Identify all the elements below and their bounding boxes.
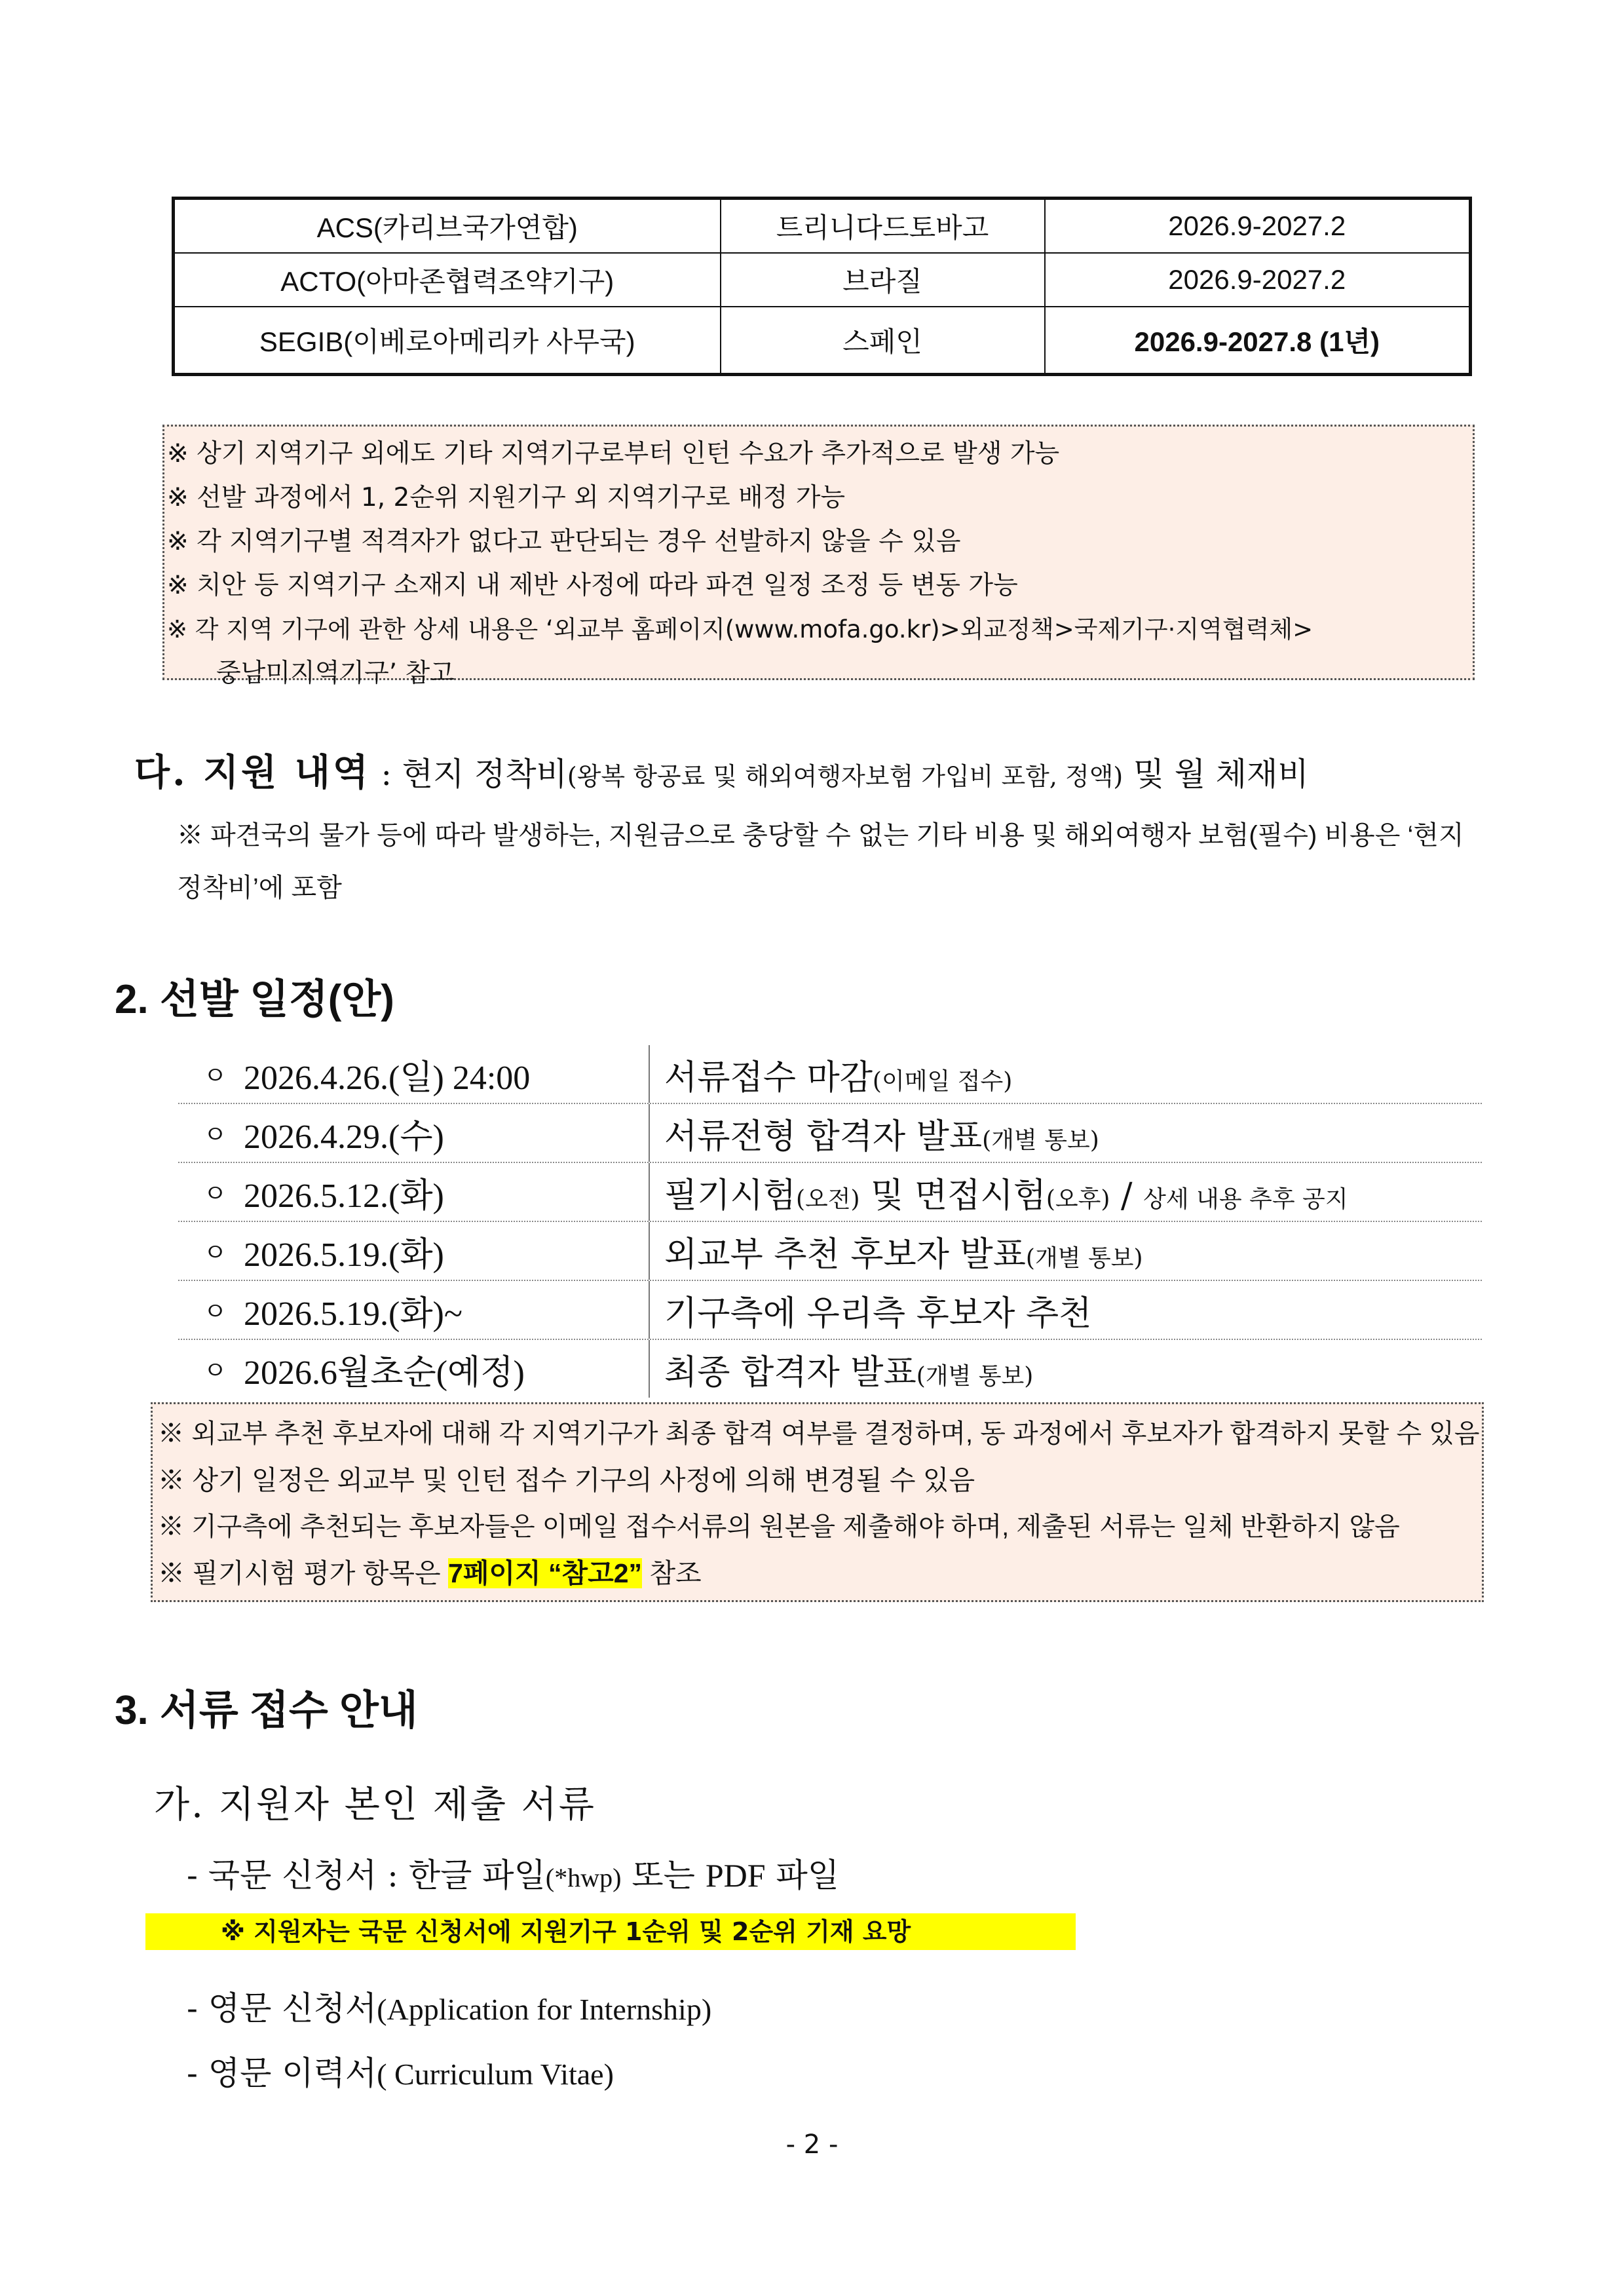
org-period: 2026.9-2027.2: [1045, 199, 1471, 254]
org-period: 2026.9-2027.8 (1년): [1045, 307, 1471, 375]
schedule-event-note: (이메일 접수): [872, 1067, 1013, 1095]
schedule-detail: 상세 내용 추후 공지: [1143, 1185, 1348, 1213]
support-note: ※ 파견국의 물가 등에 따라 발생하는, 지원금으로 충당할 수 없는 기타 비용 및 해외여행자 보험(필수) 비용은 ‘현지 정착비’에 포함: [177, 821, 1464, 902]
org-name: ACS(카리브국가연합): [174, 199, 721, 254]
note-line: ※ 치안 등 지역기구 소재지 내 제반 사정에 따라 파견 일정 조정 등 변동 가능: [167, 571, 1018, 600]
schedule-date: 2026.4.29.(수): [244, 1118, 444, 1156]
org-name: ACTO(아마존협력조약기구): [174, 253, 721, 307]
schedule-row: [178, 1281, 1482, 1340]
section-title: 2. 선발 일정(안): [115, 977, 394, 1022]
doc-format: (*hwp): [545, 1863, 622, 1892]
bullet-icon: ㅇ: [203, 1179, 227, 1208]
support-heading: 다. 지원 내역: [134, 751, 371, 794]
note-line: ※ 각 지역기구별 적격자가 없다고 판단되는 경우 선발하지 않을 수 있음: [167, 527, 961, 556]
org-country: 브라질: [721, 253, 1045, 307]
docs-heading: 가. 지원자 본인 제출 서류: [154, 1784, 596, 1826]
schedule-row: [178, 1045, 1482, 1104]
organization-table: [172, 197, 1472, 376]
schedule-row: [178, 1163, 1482, 1222]
support-details: [134, 744, 1309, 796]
schedule-date: 2026.5.19.(화)~: [244, 1295, 463, 1333]
bullet-icon: ㅇ: [203, 1238, 227, 1267]
schedule-event: 외교부 추천 후보자 발표: [664, 1234, 1026, 1274]
schedule-slash: /: [1110, 1176, 1144, 1215]
schedule-event-note: (개별 통보): [1025, 1244, 1143, 1272]
section-title: 3. 서류 접수 안내: [115, 1688, 418, 1733]
schedule-date: 2026.5.12.(화): [244, 1177, 444, 1215]
schedule-event-note: (오후): [1046, 1185, 1110, 1213]
note-text: 참조: [642, 1558, 702, 1588]
highlight-reference: 7페이지 “참고2”: [448, 1558, 643, 1588]
doc-item: [187, 1849, 839, 1896]
schedule-date: 2026.5.19.(화): [244, 1236, 444, 1274]
bullet-icon: ㅇ: [203, 1297, 227, 1326]
note-line: ※ 선발 과정에서 1, 2순위 지원기구 외 지역기구로 배정 가능: [167, 483, 846, 512]
schedule-event: 기구측에 우리측 후보자 추천: [664, 1293, 1092, 1333]
doc-label: - 국문 신청서 : 한글 파일: [187, 1856, 546, 1894]
schedule-notes-box: [151, 1402, 1484, 1602]
note-line: ※ 상기 일정은 외교부 및 인턴 접수 기구의 사정에 의해 변경될 수 있음: [158, 1465, 975, 1495]
support-text: 및 월 체재비: [1123, 756, 1309, 793]
org-country: 트리니다드토바고: [721, 199, 1045, 254]
schedule-event: 서류전형 합격자 발표: [664, 1117, 983, 1157]
doc-label: 파일: [765, 1856, 840, 1894]
schedule-row: [178, 1104, 1482, 1163]
doc-label: 또는: [621, 1856, 706, 1894]
bullet-icon: ㅇ: [203, 1061, 227, 1090]
note-line: ※ 외교부 추천 후보자에 대해 각 지역기구가 최종 합격 여부를 결정하며, 동 과정에서 후보자가 합격하지 못할 수 있음: [158, 1419, 1480, 1448]
support-text: 현지 정착비: [402, 756, 567, 793]
note-text: ※ 필기시험 평가 항목은: [158, 1558, 449, 1588]
schedule-event: 및 면접시험: [859, 1176, 1046, 1215]
doc-label: - 영문 이력서: [187, 2054, 377, 2092]
page-number: - 2 -: [785, 2130, 839, 2160]
table-row: [174, 199, 1471, 254]
table-row: [174, 307, 1471, 375]
doc-label: - 영문 신청서: [187, 1989, 377, 2027]
schedule-row: [178, 1340, 1482, 1398]
doc-format: PDF: [705, 1857, 766, 1894]
schedule-event: 서류접수 마감: [664, 1058, 873, 1098]
schedule-event-note: (오전): [795, 1185, 860, 1213]
bullet-icon: ㅇ: [203, 1356, 227, 1385]
schedule-date: 2026.4.26.(일) 24:00: [244, 1059, 531, 1097]
bullet-icon: ㅇ: [203, 1120, 227, 1149]
schedule-event-note: (개별 통보): [982, 1126, 1099, 1154]
note-line: ※ 상기 지역기구 외에도 기타 지역기구로부터 인턴 수요가 추가적으로 발생 가능: [167, 439, 1060, 469]
org-period: 2026.9-2027.2: [1045, 253, 1471, 307]
table-row: [174, 253, 1471, 307]
schedule-table: [178, 1045, 1482, 1398]
support-text-detail: (왕복 항공료 및 해외여행자보험 가입비 포함, 정액): [567, 762, 1124, 791]
doc-item: [187, 2047, 614, 2094]
schedule-event: 필기시험: [664, 1176, 796, 1215]
schedule-event-note: (개별 통보): [916, 1362, 1034, 1390]
org-country: 스페인: [721, 307, 1045, 375]
doc-title-en: ( Curriculum Vitae): [377, 2057, 614, 2091]
note-line: ※ 기구측에 추천되는 후보자들은 이메일 접수서류의 원본을 제출해야 하며, 제출된 서류는 일체 반환하지 않음: [158, 1512, 1400, 1541]
note-line: 중남미지역기구’ 참고: [216, 659, 455, 688]
requirement-highlight: ※ 지원자는 국문 신청서에 지원기구 1순위 및 2순위 기재 요망: [145, 1913, 1076, 1950]
support-colon: :: [370, 756, 402, 793]
note-line: [158, 1550, 1482, 1597]
doc-title-en: (Application for Internship): [377, 1993, 712, 2026]
schedule-date: 2026.6월초순(예정): [244, 1354, 525, 1392]
schedule-row: [178, 1222, 1482, 1281]
org-notes-box: [162, 425, 1475, 688]
org-name: SEGIB(이베로아메리카 사무국): [174, 307, 721, 375]
doc-item: [187, 1982, 711, 2029]
note-line: ※ 각 지역 기구에 관한 상세 내용은 ‘외교부 홈페이지(www.mofa.go.kr)>외교정책>국제기구·지역협력체>: [167, 615, 1313, 643]
schedule-event: 최종 합격자 발표: [664, 1352, 916, 1392]
